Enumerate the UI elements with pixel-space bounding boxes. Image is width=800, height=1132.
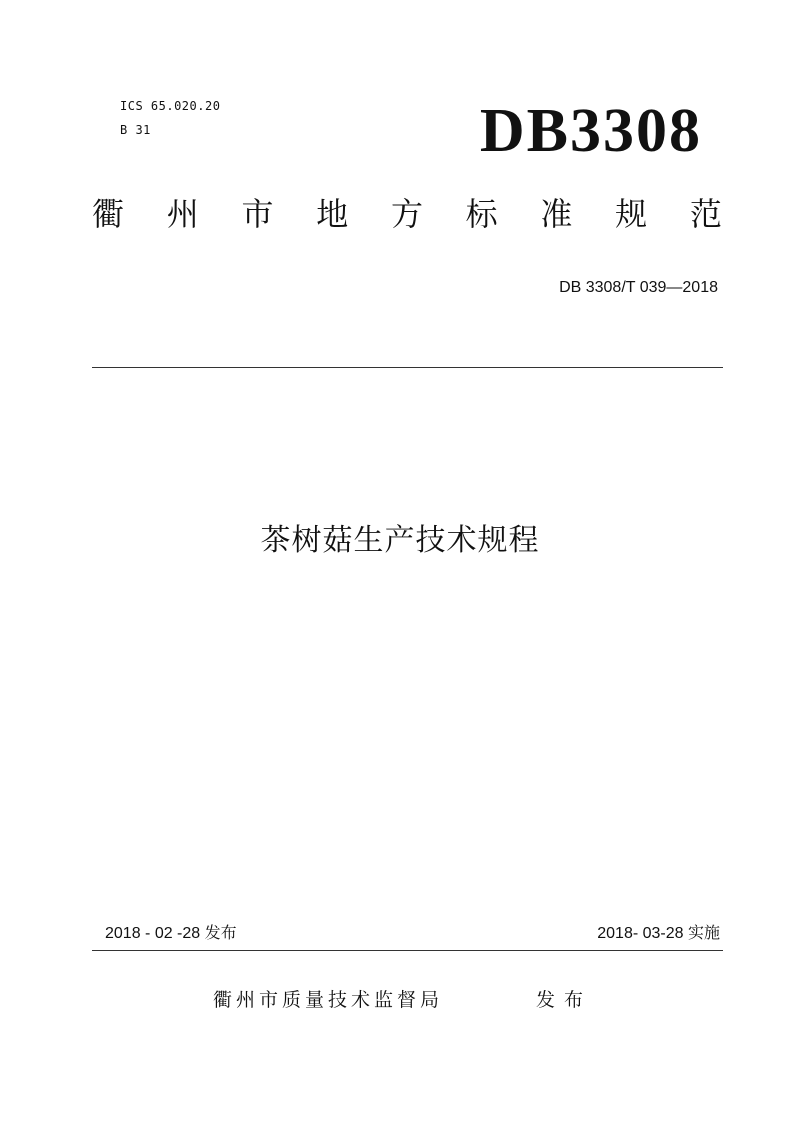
document-type-char: 范: [689, 195, 722, 233]
bottom-divider: [92, 950, 723, 951]
ccs-code: B 31: [120, 123, 151, 137]
issue-date: 2018 - 02 -28 发布: [105, 925, 237, 942]
document-type-char: 规: [615, 195, 648, 233]
document-type-char: 准: [540, 195, 573, 233]
document-type-char: 标: [465, 195, 498, 233]
document-type-char: 衢: [92, 195, 125, 233]
document-type-char: 市: [241, 195, 274, 233]
document-type: [92, 195, 722, 233]
document-type-char: 州: [166, 195, 199, 233]
issuing-authority: 衢州市质量技术监督局: [213, 989, 444, 1011]
document-title: 茶树菇生产技术规程: [260, 523, 540, 558]
standard-code-logo: DB3308: [479, 97, 702, 165]
issue-label: 发布: [536, 989, 593, 1011]
document-type-char: 地: [316, 195, 349, 233]
implementation-date: 2018- 03-28 实施: [597, 925, 720, 942]
document-type-char: 方: [390, 195, 423, 233]
ics-code: ICS 65.020.20: [120, 99, 221, 113]
standard-number: DB 3308/T 039—2018: [559, 279, 718, 296]
top-divider: [92, 367, 723, 368]
